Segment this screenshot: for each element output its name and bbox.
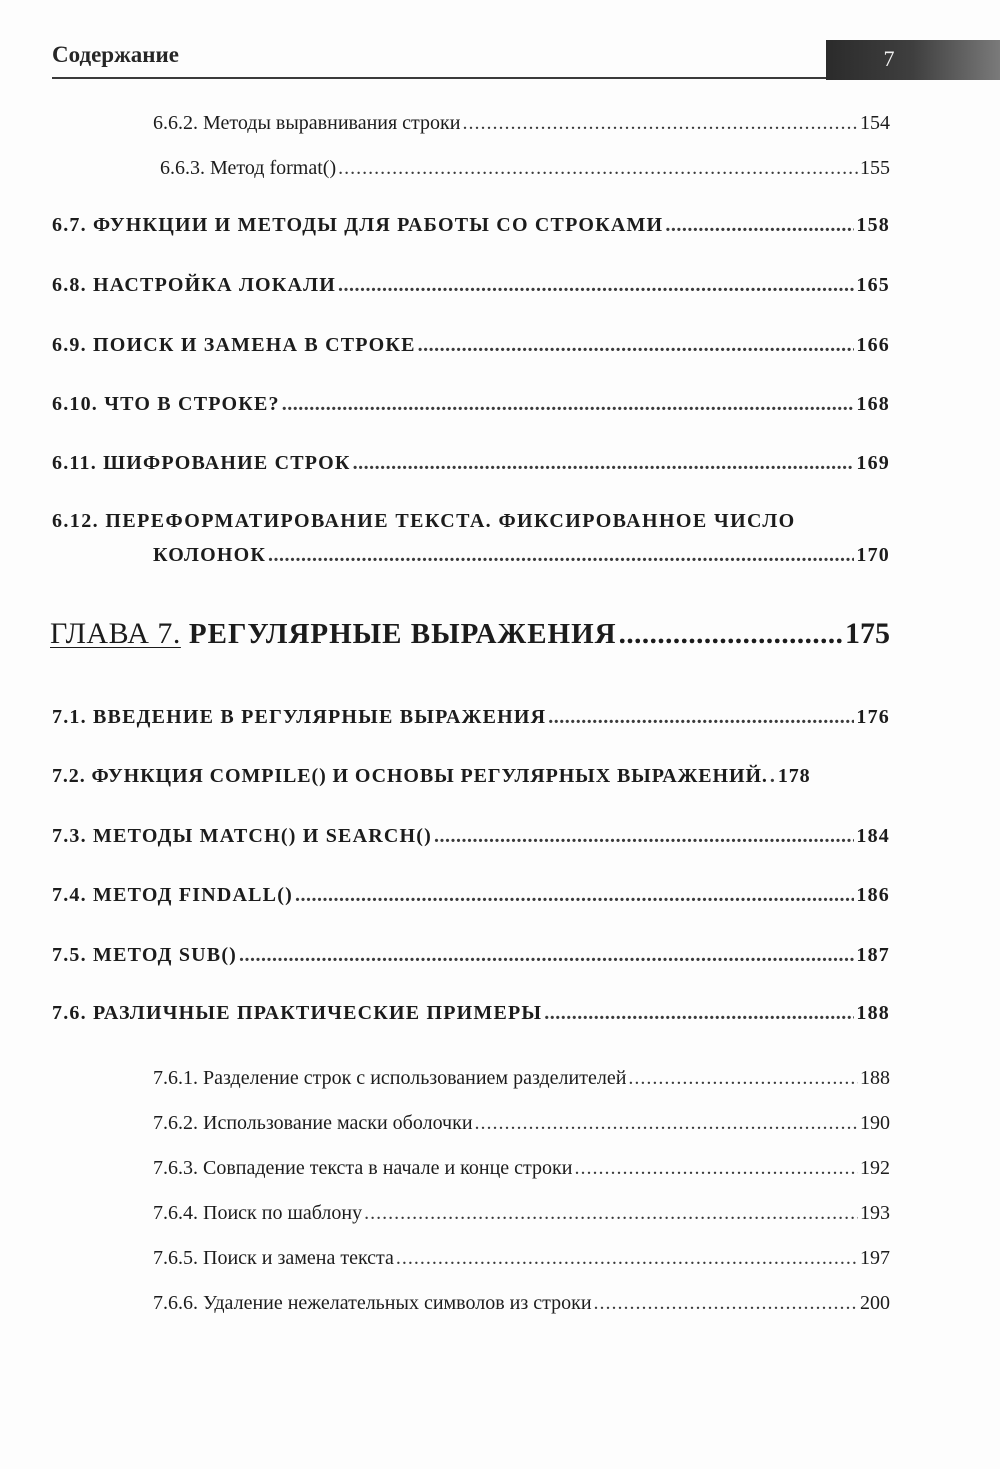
toc-entry-page: 193	[860, 1202, 890, 1224]
toc-entry[interactable]	[153, 1112, 890, 1135]
chapter-label: ГЛАВА 7.	[50, 617, 181, 650]
toc-section[interactable]	[52, 393, 890, 416]
toc-section[interactable]	[153, 544, 890, 567]
toc-section-page: 166	[856, 334, 890, 356]
dot-leader	[396, 1247, 858, 1270]
dot-leader	[295, 884, 854, 907]
toc-entry[interactable]	[153, 1247, 890, 1270]
toc-entry-page: 154	[860, 112, 890, 134]
toc-entry-title: 6.6.3. Метод format()	[160, 157, 337, 179]
toc-section[interactable]	[52, 1002, 890, 1025]
toc-entry-page: 197	[860, 1247, 890, 1269]
dot-leader	[628, 1067, 858, 1090]
toc-entry-title: 7.6.3. Совпадение текста в начале и конце строки	[153, 1157, 573, 1179]
toc-section[interactable]	[52, 765, 890, 788]
toc-entry-page: 192	[860, 1157, 890, 1179]
dot-leader	[282, 393, 855, 416]
toc-section-page: 168	[856, 393, 890, 415]
toc-section-page: 187	[856, 944, 890, 966]
toc-entry-title: 6.6.2. Методы выравнивания строки	[153, 112, 461, 134]
page-number-tab	[826, 40, 1000, 80]
dot-leader	[574, 1157, 858, 1180]
toc-entry[interactable]	[153, 112, 890, 135]
toc-section-title: 7.1. ВВЕДЕНИЕ В РЕГУЛЯРНЫЕ ВЫРАЖЕНИЯ	[52, 706, 547, 728]
dot-leader	[338, 274, 854, 297]
toc-section-title: 7.6. РАЗЛИЧНЫЕ ПРАКТИЧЕСКИЕ ПРИМЕРЫ	[52, 1002, 543, 1024]
toc-section-title: 7.4. МЕТОД FINDALL()	[52, 884, 293, 906]
dot-leader	[434, 825, 854, 848]
dot-leader	[594, 1292, 858, 1315]
toc-entry-page: 190	[860, 1112, 890, 1134]
toc-section-page: 176	[856, 706, 890, 728]
toc-section[interactable]	[52, 825, 890, 848]
page-number: 7	[883, 46, 895, 71]
dot-leader	[268, 544, 854, 567]
toc-section-title: 7.5. МЕТОД SUB()	[52, 944, 238, 966]
toc-entry[interactable]	[153, 1202, 890, 1225]
toc-section-title: 6.11. ШИФРОВАНИЕ СТРОК	[52, 452, 351, 474]
toc-section-title-cont: КОЛОНОК	[153, 544, 267, 566]
toc-entry-title: 7.6.2. Использование маски оболочки	[153, 1112, 473, 1134]
toc-section-title: 6.9. ПОИСК И ЗАМЕНА В СТРОКЕ	[52, 334, 416, 356]
dot-leader	[353, 452, 855, 475]
toc-entry[interactable]	[153, 1292, 890, 1315]
toc-section-page: 158	[856, 214, 890, 236]
dot-leader	[418, 334, 855, 357]
dot-leader	[462, 112, 858, 135]
dot-leader	[338, 157, 858, 180]
toc-entry[interactable]	[160, 157, 890, 180]
toc-entry-page: 188	[860, 1067, 890, 1089]
dot-leader	[619, 618, 843, 651]
dot-leader	[239, 944, 854, 967]
toc-section-page: 169	[856, 452, 890, 474]
dot-leader	[665, 214, 854, 237]
toc-section-page: 165	[856, 274, 890, 296]
toc-section-page: 178	[777, 765, 811, 787]
toc-entry-page: 200	[860, 1292, 890, 1314]
toc-section[interactable]	[52, 706, 890, 729]
chapter-page: 175	[845, 617, 890, 650]
toc-section-title: 7.2. ФУНКЦИЯ COMPILE() И ОСНОВЫ РЕГУЛЯРНЫХ ВЫРАЖЕНИЙ.	[52, 765, 768, 787]
toc-section[interactable]	[52, 274, 890, 297]
toc-section-page: 188	[856, 1002, 890, 1024]
dot-leader	[548, 706, 854, 729]
toc-entry-title: 7.6.1. Разделение строк с использованием разделителей	[153, 1067, 627, 1089]
toc-section[interactable]	[52, 214, 890, 237]
toc-section[interactable]	[52, 334, 890, 357]
toc-entry[interactable]	[153, 1067, 890, 1090]
toc-entry-title: 7.6.6. Удаление нежелательных символов из строки	[153, 1292, 592, 1314]
header-rule	[52, 77, 828, 79]
toc-entry-title: 7.6.4. Поиск по шаблону	[153, 1202, 363, 1224]
chapter-heading[interactable]	[50, 617, 890, 651]
toc-section-title: 6.7. ФУНКЦИИ И МЕТОДЫ ДЛЯ РАБОТЫ СО СТРОКАМИ	[52, 214, 664, 236]
toc-section[interactable]	[52, 452, 890, 475]
dot-leader	[364, 1202, 858, 1225]
toc-section-title: 6.8. НАСТРОЙКА ЛОКАЛИ	[52, 274, 337, 296]
toc-section-title: 7.3. МЕТОДЫ MATCH() И SEARCH()	[52, 825, 432, 847]
toc-section[interactable]	[52, 884, 890, 907]
toc-entry-page: 155	[860, 157, 890, 179]
dot-leader	[770, 765, 776, 788]
dot-leader	[544, 1002, 854, 1025]
chapter-title: РЕГУЛЯРНЫЕ ВЫРАЖЕНИЯ	[188, 618, 617, 650]
toc-section-page: 186	[856, 884, 890, 906]
toc-section-page: 184	[856, 825, 890, 847]
toc-section[interactable]	[52, 944, 890, 967]
running-header-title: Содержание	[52, 42, 179, 67]
toc-section-page: 170	[856, 544, 890, 566]
dot-leader	[475, 1112, 858, 1135]
toc-entry[interactable]	[153, 1157, 890, 1180]
toc-section-line1[interactable]: 6.12. ПЕРЕФОРМАТИРОВАНИЕ ТЕКСТА. ФИКСИРОВАННОЕ ЧИСЛО	[52, 510, 796, 532]
toc-entry-title: 7.6.5. Поиск и замена текста	[153, 1247, 394, 1269]
toc-section-title: 6.10. ЧТО В СТРОКЕ?	[52, 393, 280, 415]
